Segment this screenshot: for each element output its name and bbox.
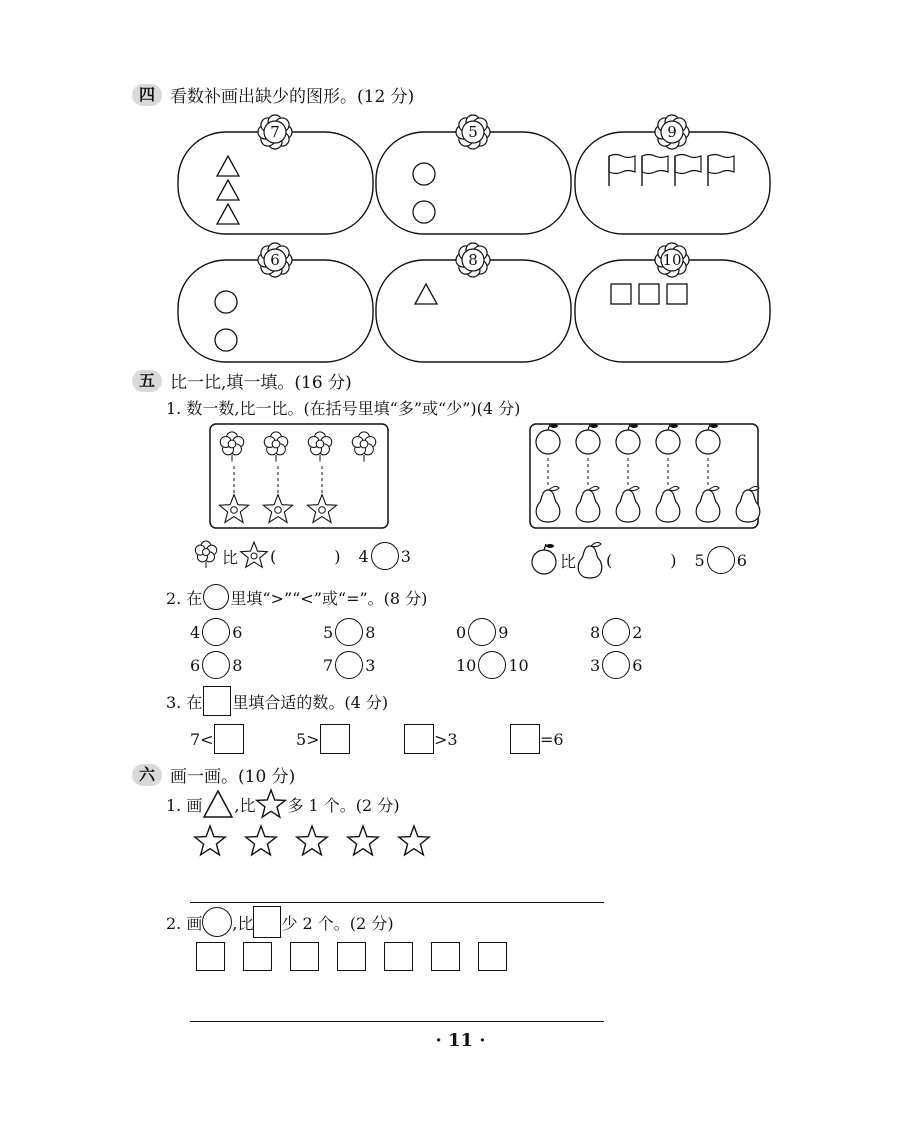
q6-1-label-a: 1. 画 <box>166 795 203 815</box>
compare-circle[interactable] <box>707 546 735 574</box>
q6-2-label <box>166 906 394 938</box>
star-icon <box>297 826 327 855</box>
section-6-title: 画一画。(10 分) <box>170 767 296 787</box>
compare-circle[interactable] <box>602 618 630 646</box>
square-icon <box>196 942 225 971</box>
compare-item <box>590 618 642 646</box>
compare-item <box>323 618 375 646</box>
num-a: 10 <box>456 655 477 675</box>
answer-box[interactable] <box>214 724 244 754</box>
compare-item <box>323 651 375 679</box>
flower-icon <box>264 432 288 462</box>
q6-1-label-b: ,比 <box>234 795 256 815</box>
answer-box[interactable] <box>510 724 540 754</box>
section-4-panels <box>0 0 921 370</box>
flower-compare-box <box>208 422 390 530</box>
q5-3-label-after: 里填合适的数。(4 分) <box>232 692 389 712</box>
panel-number: 9 <box>667 123 677 141</box>
triangle-icon <box>202 789 234 819</box>
compare-circle[interactable] <box>202 651 230 679</box>
fill-item <box>510 724 564 754</box>
num-b: 9 <box>498 622 509 642</box>
pear-icon <box>656 486 680 522</box>
star-icon <box>399 826 429 855</box>
section-5-title: 比一比,填一填。(16 分) <box>170 373 352 393</box>
num-b: 3 <box>400 546 411 566</box>
compare-item <box>190 618 242 646</box>
pear-icon <box>576 540 606 580</box>
pear-icon <box>696 486 720 522</box>
page-number: · 11 · <box>435 1030 486 1051</box>
paren-open: ( <box>606 550 613 570</box>
answer-box[interactable] <box>320 724 350 754</box>
answer-box[interactable] <box>404 724 434 754</box>
section-6-badge: 六 <box>132 764 162 786</box>
triangle-icon <box>217 204 239 224</box>
fill-item <box>404 724 458 754</box>
compare-word: 比 <box>560 551 577 571</box>
apple-icon <box>696 424 720 454</box>
compare-circle[interactable] <box>335 651 363 679</box>
star-flower-icon <box>307 495 336 523</box>
square-icon <box>639 284 659 304</box>
square-icon <box>431 942 460 971</box>
fill-item <box>190 724 244 754</box>
panel-number: 7 <box>270 123 280 141</box>
num-a: 5 <box>694 550 705 570</box>
num-a: 3 <box>590 655 601 675</box>
q6-2-label-c: 少 2 个。(2 分) <box>281 913 394 933</box>
q5-3-label-before: 3. 在 <box>166 692 203 712</box>
num-b: 8 <box>232 655 243 675</box>
q5-3-label <box>166 686 388 716</box>
q5-2-label-after: 里填“>”“<”或“=”。(8 分) <box>230 588 428 608</box>
q5-1-right-answer <box>528 540 747 580</box>
panel-number: 10 <box>662 251 682 269</box>
q6-1-label <box>166 788 400 820</box>
q5-1-left-answer <box>190 540 411 572</box>
num-b: 6 <box>736 550 747 570</box>
num-b: 6 <box>232 622 243 642</box>
square-icon <box>611 284 631 304</box>
section-4-badge: 四 <box>132 84 162 106</box>
square-icon <box>337 942 366 971</box>
q6-2-label-a: 2. 画 <box>166 913 203 933</box>
num-b: 6 <box>632 655 643 675</box>
compare-item <box>456 618 508 646</box>
answer-line-1 <box>190 902 604 903</box>
expr-post: =6 <box>540 729 564 749</box>
pear-icon <box>536 486 560 522</box>
q5-2-label <box>166 584 427 610</box>
star-icon <box>255 788 287 820</box>
paren-open: ( <box>270 546 277 566</box>
star-flower-icon <box>263 495 292 523</box>
apple-icon <box>536 424 560 454</box>
square-icon <box>667 284 687 304</box>
square-icon <box>203 686 231 716</box>
flag-icon <box>675 155 701 187</box>
num-b: 3 <box>365 655 376 675</box>
paren-close: ) <box>334 546 341 566</box>
q5-1-label: 1. 数一数,比一比。(在括号里填“多”或“少”)(4 分) <box>166 399 521 418</box>
circle-icon <box>413 163 435 185</box>
pear-icon <box>576 486 600 522</box>
compare-word: 比 <box>222 547 239 567</box>
num-a: 8 <box>590 622 601 642</box>
panel-number: 5 <box>468 123 478 141</box>
num-b: 10 <box>508 655 529 675</box>
square-icon <box>384 942 413 971</box>
num-a: 0 <box>456 622 467 642</box>
star-flower-icon <box>219 495 248 523</box>
pear-icon <box>736 486 760 522</box>
compare-circle[interactable] <box>602 651 630 679</box>
circle-icon <box>203 584 229 610</box>
q6-1-label-c: 多 1 个。(2 分) <box>287 795 400 815</box>
q6-2-label-b: ,比 <box>232 913 254 933</box>
apple-icon <box>576 424 600 454</box>
flower-icon <box>220 432 244 462</box>
flag-icon <box>708 155 734 187</box>
apple-icon <box>528 544 560 576</box>
section-6-header <box>132 762 295 787</box>
triangle-icon <box>217 180 239 200</box>
star-icon <box>246 826 276 855</box>
flower-icon <box>308 432 332 462</box>
compare-item <box>190 651 242 679</box>
compare-circle[interactable] <box>371 542 399 570</box>
flag-icon <box>642 155 668 187</box>
section-5-header <box>132 368 352 393</box>
num-b: 2 <box>632 622 643 642</box>
star-icon <box>348 826 378 855</box>
compare-item <box>590 651 642 679</box>
star-flower-icon <box>238 540 270 572</box>
circle-icon <box>215 291 237 313</box>
flag-icon <box>609 155 635 187</box>
star-icon <box>195 826 225 855</box>
num-a: 5 <box>323 622 334 642</box>
apple-icon <box>656 424 680 454</box>
compare-circle[interactable] <box>468 618 496 646</box>
num-a: 4 <box>190 622 201 642</box>
num-b: 8 <box>365 622 376 642</box>
expr-post: >3 <box>434 729 458 749</box>
num-a: 7 <box>323 655 334 675</box>
section-4-title: 看数补画出缺少的图形。(12 分) <box>170 87 415 107</box>
triangle-icon <box>415 284 437 304</box>
num-a: 4 <box>358 546 369 566</box>
flower-icon <box>352 432 376 462</box>
circle-icon <box>215 329 237 351</box>
expr-pre: 7< <box>190 729 214 749</box>
panel-number: 8 <box>468 251 478 269</box>
square-icon <box>478 942 507 971</box>
paren-close: ) <box>670 550 677 570</box>
expr-pre: 5> <box>296 729 320 749</box>
fruit-compare-box <box>528 422 760 530</box>
section-5-badge: 五 <box>132 370 162 392</box>
apple-icon <box>616 424 640 454</box>
compare-circle[interactable] <box>478 651 506 679</box>
triangle-icon <box>217 156 239 176</box>
compare-item <box>456 651 529 679</box>
square-icon <box>253 906 281 938</box>
compare-circle[interactable] <box>202 618 230 646</box>
pear-icon <box>616 486 640 522</box>
square-icon <box>290 942 319 971</box>
circle-icon <box>413 201 435 223</box>
square-icon <box>243 942 272 971</box>
q5-2-label-before: 2. 在 <box>166 588 203 608</box>
star-row <box>190 822 450 862</box>
answer-line-2 <box>190 1021 604 1022</box>
fill-item <box>296 724 350 754</box>
circle-icon <box>202 907 232 937</box>
compare-circle[interactable] <box>335 618 363 646</box>
panel-number: 6 <box>270 251 280 269</box>
flower-icon <box>190 540 222 572</box>
num-a: 6 <box>190 655 201 675</box>
